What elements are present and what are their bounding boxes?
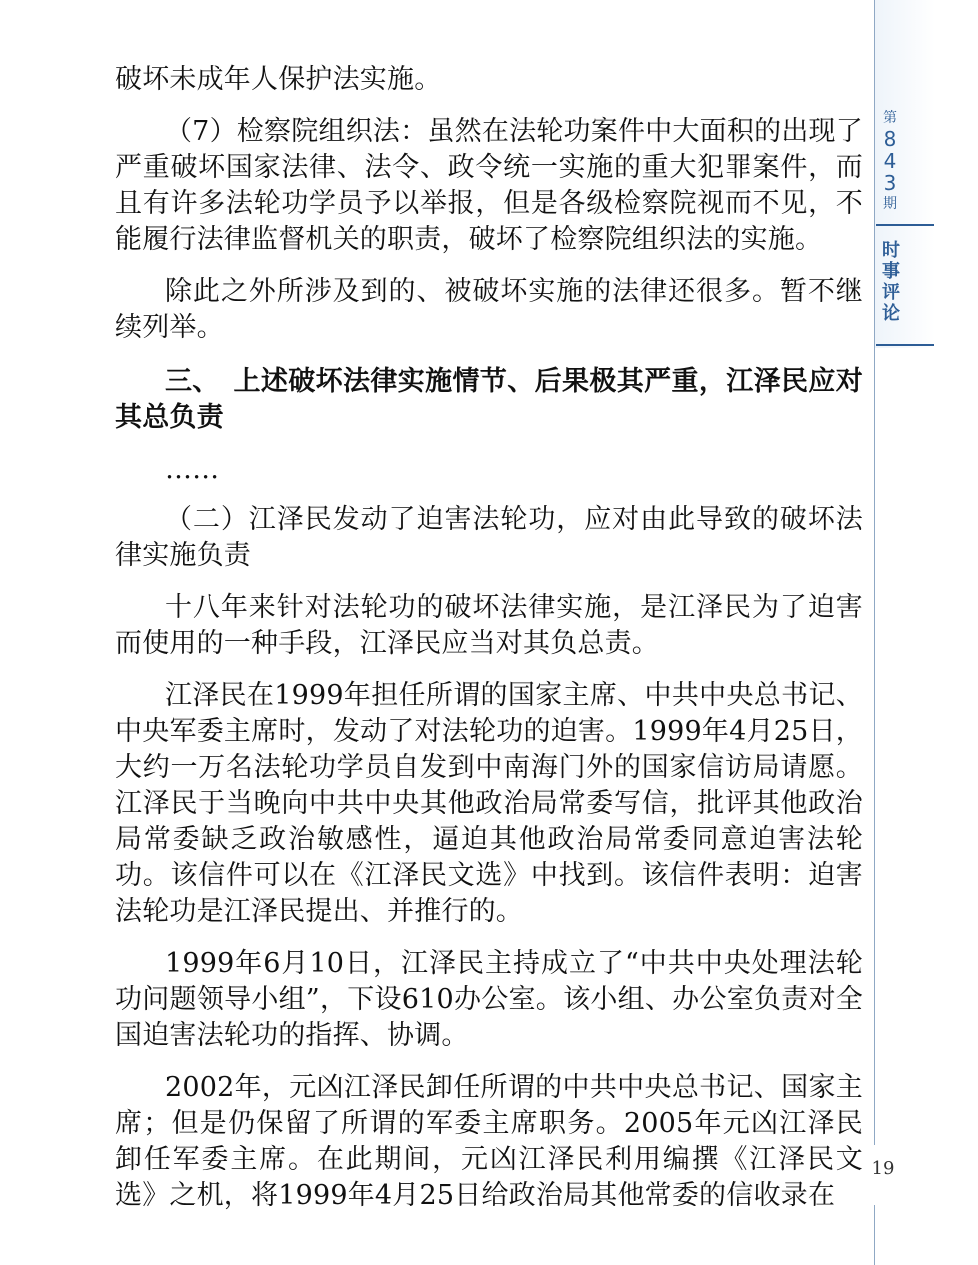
sidebar-divider [876,344,934,346]
column-title [875,240,907,324]
issue-suffix: 期 [883,196,897,212]
paragraph: 2002年，元凶江泽民卸任所谓的中共中央总书记、国家主席；但是仍保留了所谓的军委主席职务。2005年元凶江泽民卸任军委主席。在此期间，元凶江泽民利用编撰《江泽民文选》之机，将1999年4月25日给政治局其他常委的信收录在 [115,1072,863,1211]
column-title-char: 事 [882,261,900,282]
column-title-char: 论 [882,303,900,324]
paragraph: 除此之外所涉及到的、被破坏实施的法律还很多。暂不继续列举。 [115,276,863,343]
sidebar-rule-bottom [874,1205,875,1265]
article-body [115,62,863,1230]
issue-digit: 8 [883,127,897,151]
issue-prefix: 第 [883,110,897,126]
sidebar-divider [876,224,934,226]
page-number: 19 [871,1158,895,1179]
paragraph: 十八年来针对法轮功的破坏法律实施，是江泽民为了迫害而使用的一种手段，江泽民应当对其负总责。 [115,592,863,659]
issue-digit: 3 [883,171,897,195]
ellipsis: …… [164,454,220,485]
paragraph: 1999年6月10日，江泽民主持成立了“中共中央处理法轮功问题领导小组”，下设610办公室。该小组、办公室负责对全国迫害法轮功的指挥、协调。 [115,948,863,1051]
section-heading: 三、 上述破坏法律实施情节、后果极其严重，江泽民应对其总负责 [115,366,863,433]
issue-number [875,108,905,214]
issue-digit: 4 [883,149,897,173]
paragraph: 破坏未成年人保护法实施。 [115,64,442,95]
subsection-heading: （二）江泽民发动了迫害法轮功，应对由此导致的破坏法律实施负责 [115,504,863,571]
paragraph: （7）检察院组织法：虽然在法轮功案件中大面积的出现了严重破坏国家法律、法令、政令统一实施的重大犯罪案件，而且有许多法轮功学员予以举报，但是各级检察院视而不见，不能履行法律监督机关的职责，破坏了检察院组织法的实施。 [115,116,863,255]
paragraph: 江泽民在1999年担任所谓的国家主席、中共中央总书记、中央军委主席时，发动了对法轮功的迫害。1999年4月25日，大约一万名法轮功学员自发到中南海门外的国家信访局请愿。江泽民于当晚向中共中央其他政治局常委写信，批评其他政治局常委缺乏政治敏感性，逼迫其他政治局常委同意迫害法轮功。该信件可以在《江泽民文选》中找到。该信件表明：迫害法轮功是江泽民提出、并推行的。 [115,680,863,927]
column-title-char: 时 [882,240,900,261]
column-title-char: 评 [882,282,900,303]
